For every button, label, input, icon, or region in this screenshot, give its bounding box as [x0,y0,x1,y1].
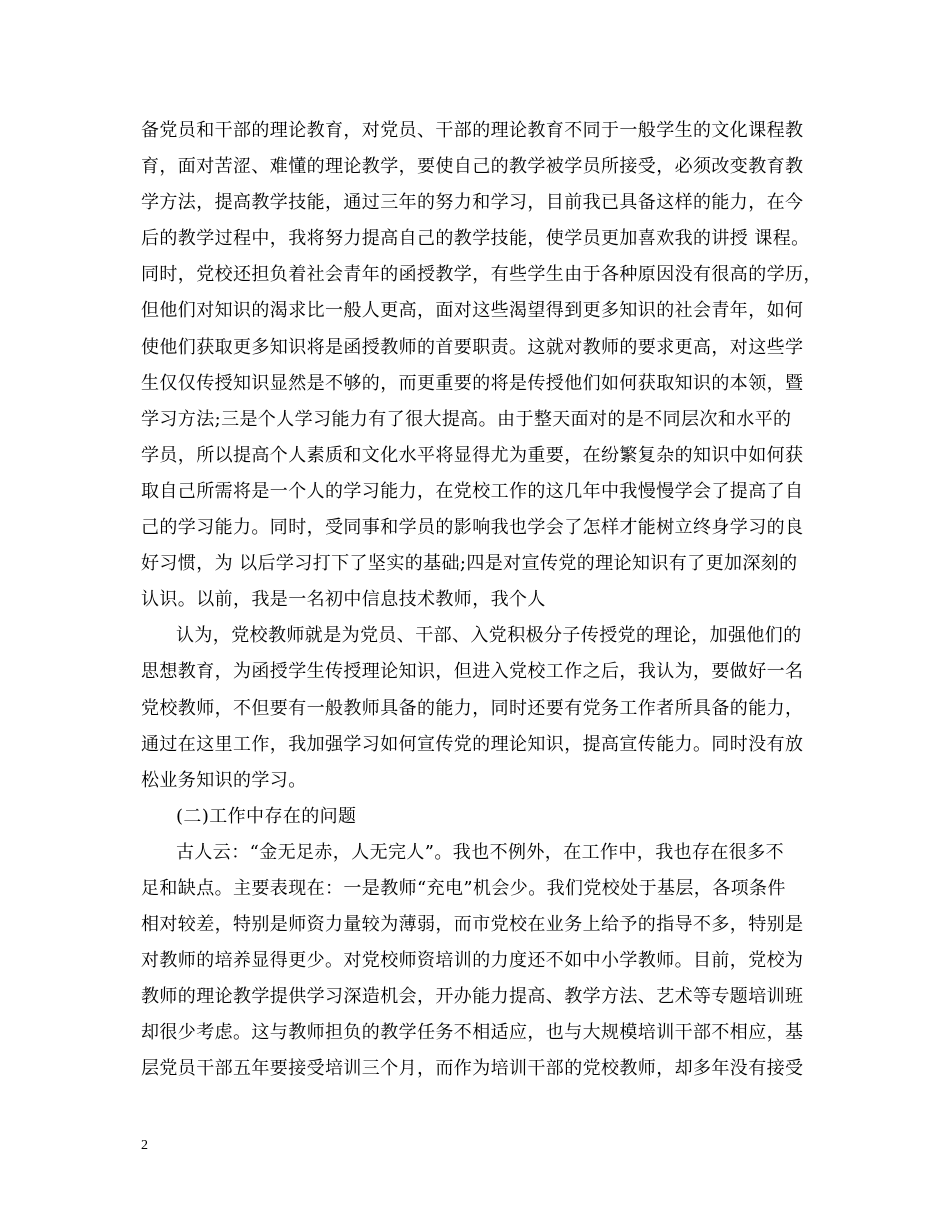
text-line: 对教师的培养显得更少。对党校师资培训的力度还不如中小学教师。目前，党校为 [141,950,804,972]
text-line: 使他们获取更多知识将是函授教师的首要职责。这就对教师的要求更高，对这些学 [141,336,804,358]
text-line: 己的学习能力。同时，受同事和学员的影响我也学会了怎样才能树立终身学习的良 [141,517,804,539]
text-line: 足和缺点。主要表现在：一是教师“充电”机会少。我们党校处于基层，各项条件 [141,877,786,899]
text-line: 备党员和干部的理论教育，对党员、干部的理论教育不同于一般学生的文化课程教 [141,120,804,141]
text-line: 生仅仅传授知识显然是不够的，而更重要的将是传授他们如何获取知识的本领，暨 [141,372,804,394]
text-line: 学习方法;三是个人学习能力有了很大提高。由于整天面对的是不同层次和水平的 [141,408,792,430]
text-line: 却很少考虑。这与教师担负的教学任务不相适应，也与大规模培训干部不相应，基 [141,1022,804,1044]
text-line: 后的教学过程中，我将努力提高自己的教学技能，使学员更加喜欢我的讲授 课程。 [141,228,810,250]
text-line: 学方法，提高教学技能，通过三年的努力和学习，目前我已具备这样的能力，在今 [141,192,804,214]
page-number: 2 [141,1138,148,1153]
section-heading: (二)工作中存在的问题 [176,805,357,827]
body-text [141,113,821,1088]
text-line: 层党员干部五年要接受培训三个月，而作为培训干部的党校教师，却多年没有接受 [141,1058,804,1080]
text-line: 思想教育，为函授学生传授理论知识，但进入党校工作之后，我认为，要做好一名 [141,661,804,683]
text-line: 同时，党校还担负着社会青年的函授教学，有些学生由于各种原因没有很高的学历， [141,264,822,286]
text-line: 教师的理论教学提供学习深造机会，开办能力提高、教学方法、艺术等专题培训班 [141,986,804,1008]
text-line: 学员，所以提高个人素质和文化水平将显得尤为重要，在纷繁复杂的知识中如何获 [141,444,804,466]
text-line: 认识。以前，我是一名初中信息技术教师，我个人 [141,589,546,611]
text-line: 相对较差，特别是师资力量较为薄弱，而市党校在业务上给予的指导不多，特别是 [141,914,804,936]
text-line: 松业务知识的学习。 [141,769,307,791]
text-line: 好习惯，为 以后学习打下了坚实的基础;四是对宣传党的理论知识有了更加深刻的 [141,553,798,575]
text-line: 育，面对苦涩、难懂的理论教学，要使自己的教学被学员所接受，必须改变教育教 [141,156,804,178]
paragraph-first-line: 古人云：“金无足赤，人无完人”。我也不例外，在工作中，我也存在很多不 [176,841,785,863]
text-line: 通过在这里工作，我加强学习如何宣传党的理论知识，提高宣传能力。同时没有放 [141,733,804,755]
paragraph-first-line: 认为，党校教师就是为党员、干部、入党积极分子传授党的理论，加强他们的 [176,625,802,647]
text-line: 但他们对知识的渴求比一般人更高，面对这些渴望得到更多知识的社会青年，如何 [141,300,804,322]
text-line: 党校教师，不但要有一般教师具备的能力，同时还要有党务工作者所具备的能力， [141,697,804,719]
text-line: 取自己所需将是一个人的学习能力，在党校工作的这几年中我慢慢学会了提高了自 [141,480,804,502]
